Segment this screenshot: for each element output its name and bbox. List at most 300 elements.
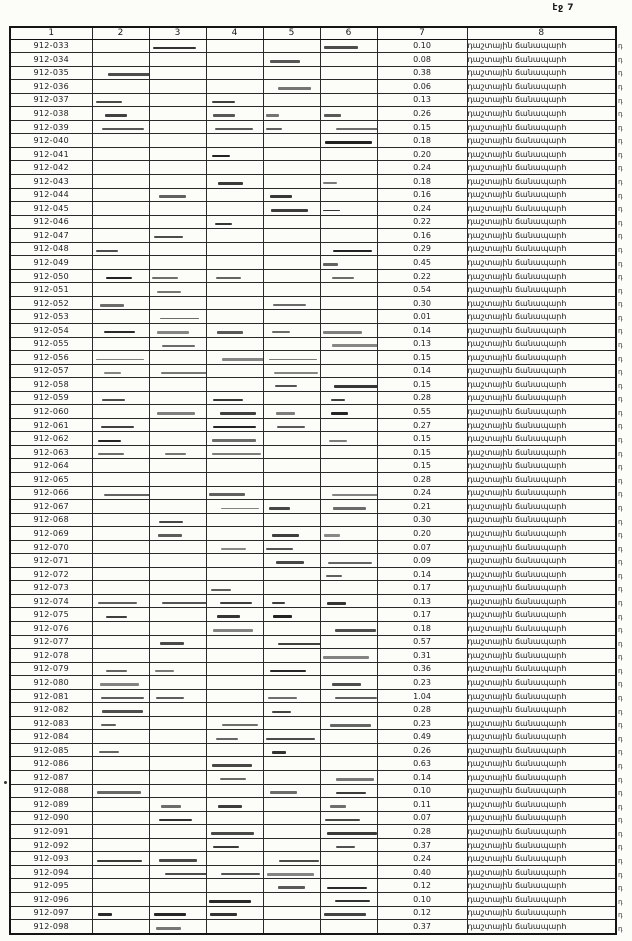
empty-cell (149, 66, 206, 80)
area-value: 0.17 (377, 581, 467, 595)
empty-cell (320, 594, 377, 608)
parcel-id: 912-054 (10, 323, 92, 337)
table-row (10, 66, 616, 80)
empty-cell (149, 865, 206, 879)
empty-cell (320, 635, 377, 649)
land-use-label: դաշտային ճանապարհ (467, 229, 616, 243)
area-value: 0.11 (377, 798, 467, 812)
empty-cell (206, 93, 263, 107)
margin-fragment: դ (618, 273, 623, 282)
empty-cell (263, 825, 320, 839)
area-value: 0.14 (377, 567, 467, 581)
cadastral-table (9, 26, 617, 935)
empty-cell (263, 473, 320, 487)
parcel-id: 912-040 (10, 134, 92, 148)
margin-fragment: դ (618, 178, 623, 187)
table-row (10, 635, 616, 649)
empty-cell (320, 622, 377, 636)
empty-cell (320, 879, 377, 893)
parcel-id: 912-046 (10, 215, 92, 229)
empty-cell (92, 689, 149, 703)
table-row (10, 296, 616, 310)
empty-cell (206, 378, 263, 392)
table-row (10, 906, 616, 920)
table-row (10, 730, 616, 744)
empty-cell (320, 486, 377, 500)
area-value: 0.30 (377, 513, 467, 527)
empty-cell (92, 798, 149, 812)
empty-cell (263, 608, 320, 622)
land-use-label: դաշտային ճանապարհ (467, 283, 616, 297)
empty-cell (206, 242, 263, 256)
margin-fragment: դ (618, 517, 623, 526)
parcel-id: 912-048 (10, 242, 92, 256)
empty-cell (263, 581, 320, 595)
area-value: 0.09 (377, 554, 467, 568)
table-row (10, 256, 616, 270)
empty-cell (263, 743, 320, 757)
parcel-id: 912-041 (10, 147, 92, 161)
land-use-label: դաշտային ճանապարհ (467, 608, 616, 622)
empty-cell (263, 283, 320, 297)
empty-cell (92, 432, 149, 446)
empty-cell (263, 622, 320, 636)
land-use-label: դաշտային ճանապարհ (467, 53, 616, 67)
empty-cell (149, 445, 206, 459)
parcel-id: 912-036 (10, 80, 92, 94)
land-use-label: դաշտային ճանապարհ (467, 351, 616, 365)
empty-cell (92, 771, 149, 785)
land-use-label: դաշտային ճանապարհ (467, 594, 616, 608)
area-value: 0.28 (377, 825, 467, 839)
area-value: 0.24 (377, 161, 467, 175)
margin-fragment: դ (618, 626, 623, 635)
empty-cell (206, 662, 263, 676)
empty-cell (149, 80, 206, 94)
area-value: 0.15 (377, 459, 467, 473)
empty-cell (149, 811, 206, 825)
empty-cell (92, 920, 149, 934)
table-row (10, 540, 616, 554)
table-row (10, 378, 616, 392)
table-row (10, 337, 616, 351)
empty-cell (149, 757, 206, 771)
table-row (10, 161, 616, 175)
empty-cell (206, 676, 263, 690)
table-row (10, 581, 616, 595)
area-value: 0.36 (377, 662, 467, 676)
empty-cell (92, 581, 149, 595)
land-use-label: դաշտային ճանապարհ (467, 635, 616, 649)
empty-cell (263, 93, 320, 107)
empty-cell (149, 567, 206, 581)
empty-cell (320, 269, 377, 283)
empty-cell (320, 53, 377, 67)
empty-cell (92, 540, 149, 554)
margin-fragment: դ (618, 42, 623, 51)
table-row (10, 838, 616, 852)
empty-cell (320, 649, 377, 663)
empty-cell (320, 825, 377, 839)
parcel-id: 912-088 (10, 784, 92, 798)
empty-cell (92, 500, 149, 514)
area-value: 0.13 (377, 594, 467, 608)
empty-cell (149, 771, 206, 785)
empty-cell (206, 852, 263, 866)
land-use-label: դաշտային ճանապարհ (467, 80, 616, 94)
empty-cell (320, 256, 377, 270)
parcel-id: 912-056 (10, 351, 92, 365)
margin-fragment: դ (618, 286, 623, 295)
table-row (10, 391, 616, 405)
empty-cell (263, 432, 320, 446)
land-use-label: դաշտային ճանապարհ (467, 120, 616, 134)
empty-cell (320, 337, 377, 351)
empty-cell (92, 161, 149, 175)
empty-cell (206, 757, 263, 771)
table-row (10, 188, 616, 202)
margin-fragment: դ (618, 897, 623, 906)
margin-fragment: դ (618, 571, 623, 580)
empty-cell (149, 107, 206, 121)
empty-cell (92, 296, 149, 310)
empty-cell (149, 689, 206, 703)
area-value: 0.37 (377, 838, 467, 852)
empty-cell (149, 581, 206, 595)
parcel-id: 912-049 (10, 256, 92, 270)
land-use-label: դաշտային ճանապարհ (467, 662, 616, 676)
empty-cell (92, 391, 149, 405)
table-row (10, 825, 616, 839)
empty-cell (263, 771, 320, 785)
parcel-id: 912-068 (10, 513, 92, 527)
land-use-label: դաշտային ճանապարհ (467, 107, 616, 121)
empty-cell (263, 174, 320, 188)
empty-cell (320, 608, 377, 622)
land-use-label: դաշտային ճանապարհ (467, 378, 616, 392)
empty-cell (263, 865, 320, 879)
land-use-label: դաշտային ճանապարհ (467, 567, 616, 581)
empty-cell (206, 215, 263, 229)
area-value: 0.45 (377, 256, 467, 270)
margin-fragment: դ (618, 734, 623, 743)
table-row (10, 202, 616, 216)
area-value: 0.15 (377, 445, 467, 459)
empty-cell (206, 323, 263, 337)
area-value: 0.54 (377, 283, 467, 297)
empty-cell (149, 676, 206, 690)
empty-cell (92, 635, 149, 649)
table-row (10, 283, 616, 297)
empty-cell (263, 594, 320, 608)
empty-cell (320, 351, 377, 365)
parcel-id: 912-095 (10, 879, 92, 893)
empty-cell (206, 567, 263, 581)
empty-cell (263, 920, 320, 934)
land-use-label: դաշտային ճանապարհ (467, 473, 616, 487)
empty-cell (206, 174, 263, 188)
table-row (10, 811, 616, 825)
margin-fragment: դ (618, 884, 623, 893)
empty-cell (206, 80, 263, 94)
margin-column (618, 40, 632, 936)
land-use-label: դաշտային ճանապարհ (467, 310, 616, 324)
empty-cell (149, 527, 206, 541)
area-value: 0.13 (377, 93, 467, 107)
area-value: 0.55 (377, 405, 467, 419)
margin-fragment: դ (618, 381, 623, 390)
parcel-id: 912-080 (10, 676, 92, 690)
margin-fragment: դ (618, 395, 623, 404)
empty-cell (206, 798, 263, 812)
parcel-id: 912-052 (10, 296, 92, 310)
parcel-id: 912-045 (10, 202, 92, 216)
table-row (10, 784, 616, 798)
land-use-label: դաշտային ճանապարհ (467, 66, 616, 80)
empty-cell (92, 879, 149, 893)
empty-cell (149, 229, 206, 243)
area-value: 0.16 (377, 188, 467, 202)
empty-cell (263, 703, 320, 717)
parcel-id: 912-089 (10, 798, 92, 812)
empty-cell (320, 527, 377, 541)
empty-cell (92, 337, 149, 351)
empty-cell (92, 229, 149, 243)
empty-cell (92, 459, 149, 473)
land-use-label: դաշտային ճանապարհ (467, 296, 616, 310)
empty-cell (149, 432, 206, 446)
empty-cell (149, 256, 206, 270)
area-value: 0.07 (377, 540, 467, 554)
table-row (10, 920, 616, 934)
empty-cell (263, 256, 320, 270)
empty-cell (263, 351, 320, 365)
land-use-label: դաշտային ճանապարհ (467, 892, 616, 906)
parcel-id: 912-063 (10, 445, 92, 459)
land-use-label: դաշտային ճանապարհ (467, 527, 616, 541)
empty-cell (320, 242, 377, 256)
empty-cell (149, 608, 206, 622)
land-use-label: դաշտային ճանապարհ (467, 757, 616, 771)
table-row (10, 134, 616, 148)
empty-cell (206, 554, 263, 568)
table-row (10, 486, 616, 500)
empty-cell (92, 256, 149, 270)
empty-cell (320, 134, 377, 148)
margin-fragment: դ (618, 449, 623, 458)
table-row (10, 865, 616, 879)
empty-cell (92, 107, 149, 121)
land-use-label: դաշտային ճանապարհ (467, 134, 616, 148)
area-value: 0.23 (377, 676, 467, 690)
empty-cell (149, 93, 206, 107)
parcel-id: 912-086 (10, 757, 92, 771)
margin-fragment: դ (618, 789, 623, 798)
empty-cell (149, 378, 206, 392)
parcel-id: 912-094 (10, 865, 92, 879)
table-row (10, 662, 616, 676)
area-value: 0.08 (377, 53, 467, 67)
land-use-label: դաշտային ճանապարհ (467, 486, 616, 500)
empty-cell (320, 445, 377, 459)
empty-cell (149, 459, 206, 473)
margin-fragment: դ (618, 259, 623, 268)
empty-cell (263, 391, 320, 405)
empty-cell (206, 405, 263, 419)
land-use-label: դաշտային ճանապարհ (467, 581, 616, 595)
empty-cell (149, 364, 206, 378)
empty-cell (92, 418, 149, 432)
empty-cell (263, 892, 320, 906)
empty-cell (263, 757, 320, 771)
empty-cell (320, 364, 377, 378)
empty-cell (206, 716, 263, 730)
empty-cell (320, 93, 377, 107)
empty-cell (206, 120, 263, 134)
empty-cell (206, 622, 263, 636)
empty-cell (263, 513, 320, 527)
empty-cell (320, 811, 377, 825)
margin-fragment: դ (618, 422, 623, 431)
area-value: 0.22 (377, 269, 467, 283)
table-row (10, 649, 616, 663)
empty-cell (320, 432, 377, 446)
area-value: 0.15 (377, 351, 467, 365)
empty-cell (206, 527, 263, 541)
empty-cell (206, 500, 263, 514)
table-row (10, 80, 616, 94)
empty-cell (92, 730, 149, 744)
margin-fragment: դ (618, 354, 623, 363)
margin-fragment: դ (618, 110, 623, 119)
margin-fragment: դ (618, 761, 623, 770)
margin-fragment: դ (618, 694, 623, 703)
parcel-id: 912-038 (10, 107, 92, 121)
parcel-id: 912-065 (10, 473, 92, 487)
empty-cell (92, 445, 149, 459)
column-header: 2 (92, 27, 149, 39)
empty-cell (92, 202, 149, 216)
empty-cell (263, 486, 320, 500)
parcel-id: 912-090 (10, 811, 92, 825)
empty-cell (263, 649, 320, 663)
empty-cell (92, 283, 149, 297)
empty-cell (206, 351, 263, 365)
table-row (10, 473, 616, 487)
empty-cell (263, 229, 320, 243)
margin-fragment: դ (618, 300, 623, 309)
margin-fragment: դ (618, 69, 623, 78)
margin-fragment: դ (618, 856, 623, 865)
empty-cell (206, 649, 263, 663)
area-value: 0.28 (377, 391, 467, 405)
empty-cell (206, 269, 263, 283)
empty-cell (206, 202, 263, 216)
empty-cell (206, 283, 263, 297)
area-value: 0.57 (377, 635, 467, 649)
empty-cell (263, 500, 320, 514)
empty-cell (149, 554, 206, 568)
empty-cell (263, 527, 320, 541)
margin-fragment: դ (618, 924, 623, 933)
area-value: 0.16 (377, 229, 467, 243)
empty-cell (263, 635, 320, 649)
empty-cell (263, 147, 320, 161)
empty-cell (206, 296, 263, 310)
margin-fragment: դ (618, 680, 623, 689)
parcel-id: 912-077 (10, 635, 92, 649)
empty-cell (92, 716, 149, 730)
empty-cell (206, 134, 263, 148)
empty-cell (263, 242, 320, 256)
margin-fragment: դ (618, 598, 623, 607)
empty-cell (206, 920, 263, 934)
empty-cell (149, 310, 206, 324)
area-value: 0.22 (377, 215, 467, 229)
empty-cell (149, 662, 206, 676)
land-use-label: դաշտային ճանապարհ (467, 513, 616, 527)
empty-cell (263, 53, 320, 67)
table-row (10, 351, 616, 365)
empty-cell (92, 906, 149, 920)
parcel-id: 912-076 (10, 622, 92, 636)
margin-fragment: դ (618, 721, 623, 730)
empty-cell (149, 920, 206, 934)
empty-cell (320, 567, 377, 581)
parcel-id: 912-055 (10, 337, 92, 351)
empty-cell (92, 608, 149, 622)
empty-cell (320, 892, 377, 906)
parcel-id: 912-082 (10, 703, 92, 717)
table-row (10, 418, 616, 432)
empty-cell (149, 337, 206, 351)
empty-cell (92, 865, 149, 879)
empty-cell (320, 838, 377, 852)
area-value: 0.14 (377, 771, 467, 785)
empty-cell (320, 798, 377, 812)
land-use-label: դաշտային ճանապարհ (467, 906, 616, 920)
parcel-id: 912-075 (10, 608, 92, 622)
empty-cell (149, 852, 206, 866)
empty-cell (149, 513, 206, 527)
empty-cell (92, 486, 149, 500)
empty-cell (206, 811, 263, 825)
empty-cell (320, 459, 377, 473)
parcel-id: 912-098 (10, 920, 92, 934)
empty-cell (206, 743, 263, 757)
empty-cell (92, 378, 149, 392)
empty-cell (206, 771, 263, 785)
land-use-label: դաշտային ճանապարհ (467, 202, 616, 216)
area-value: 0.26 (377, 107, 467, 121)
empty-cell (149, 838, 206, 852)
empty-cell (263, 161, 320, 175)
land-use-label: դաշտային ճանապարհ (467, 445, 616, 459)
margin-fragment: դ (618, 585, 623, 594)
empty-cell (149, 825, 206, 839)
empty-cell (149, 242, 206, 256)
parcel-id: 912-033 (10, 39, 92, 53)
empty-cell (206, 107, 263, 121)
empty-cell (92, 594, 149, 608)
margin-fragment: դ (618, 816, 623, 825)
parcel-id: 912-043 (10, 174, 92, 188)
empty-cell (263, 554, 320, 568)
area-value: 0.24 (377, 202, 467, 216)
empty-cell (206, 486, 263, 500)
empty-cell (149, 120, 206, 134)
empty-cell (320, 513, 377, 527)
